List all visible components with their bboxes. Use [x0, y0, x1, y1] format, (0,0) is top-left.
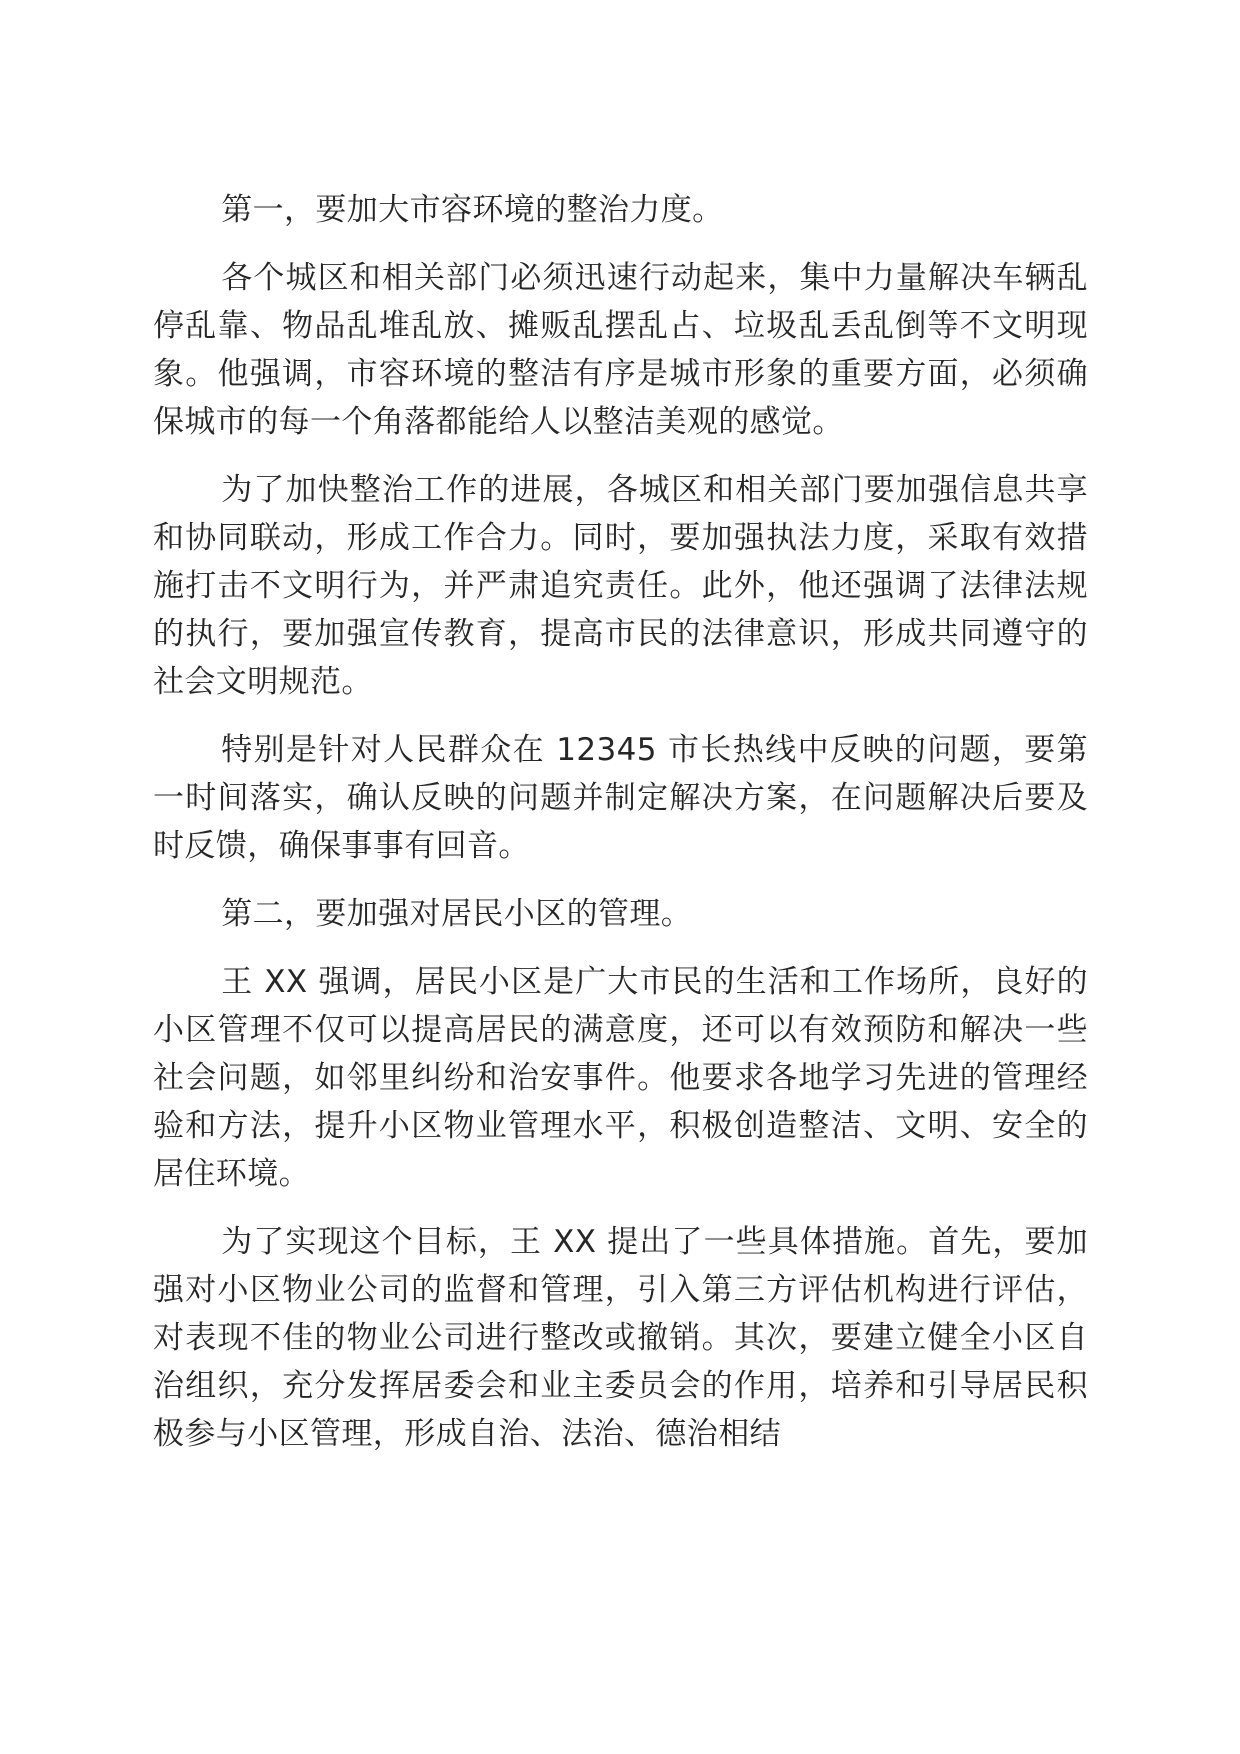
paragraph: 为了加快整治工作的进展，各城区和相关部门要加强信息共享和协同联动，形成工作合力。同时，要加强执法力度，采取有效措施打击不文明行为，并严肃追究责任。此外，他还强调了法律法规的执行，要加强宣传教育，提高市民的法律意识，形成共同遵守的社会文明规范。 [153, 472, 1088, 700]
paragraph-heading-2: 第二，要加强对居民小区的管理。 [221, 896, 693, 932]
paragraph: 特别是针对人民群众在 12345 市长热线中反映的问题，要第一时间落实，确认反映的问题并制定解决方案，在问题解决后要及时反馈，确保事事有回音。 [153, 732, 1088, 864]
paragraph: 为了实现这个目标，王 XX 提出了一些具体措施。首先，要加强对小区物业公司的监督和管理，引入第三方评估机构进行评估，对表现不佳的物业公司进行整改或撤销。其次，要建立健全小区自治组织，充分发挥居委会和业主委员会的作用，培养和引导居民积极参与小区管理，形成自治、法治、德治相结 [153, 1224, 1088, 1452]
paragraph: 各个城区和相关部门必须迅速行动起来，集中力量解决车辆乱停乱靠、物品乱堆乱放、摊贩乱摆乱占、垃圾乱丢乱倒等不文明现象。他强调，市容环境的整洁有序是城市形象的重要方面，必须确保城市的每一个角落都能给人以整洁美观的感觉。 [153, 260, 1088, 440]
paragraph: 王 XX 强调，居民小区是广大市民的生活和工作场所，良好的小区管理不仅可以提高居民的满意度，还可以有效预防和解决一些社会问题，如邻里纠纷和治安事件。他要求各地学习先进的管理经验和方法，提升小区物业管理水平，积极创造整洁、文明、安全的居住环境。 [153, 964, 1088, 1192]
paragraph-heading-1: 第一，要加大市容环境的整治力度。 [221, 192, 724, 228]
document-body [153, 186, 1088, 1478]
